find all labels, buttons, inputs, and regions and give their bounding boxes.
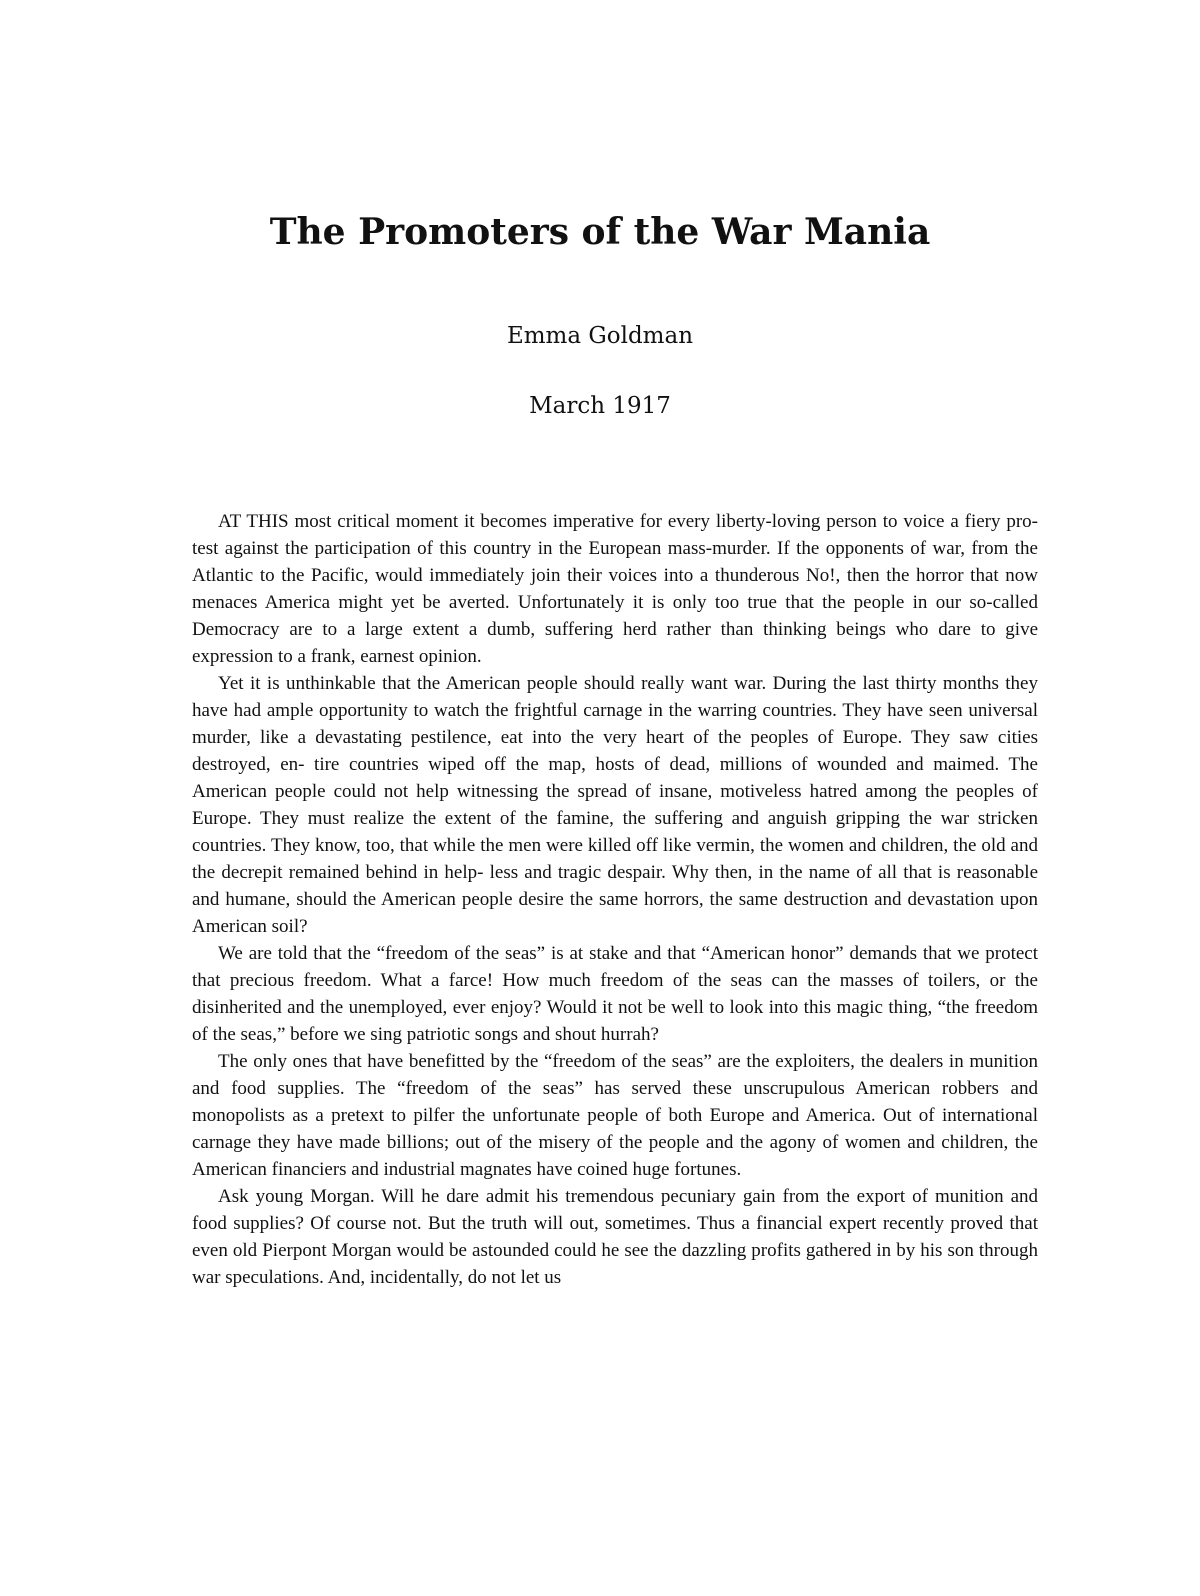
paragraph-1: AT THIS most critical moment it becomes imperative for every liberty-loving person to voice a fiery pro- test against the participation of this country in the European mass-murder. If the opponents of war, from the Atlantic to the Pacific, would immediately join their voices into a thunderous No!, then the horror that now menaces America might yet be averted. Unfortunately it is only too true that the people in our so-called Democracy are to a large extent a dumb, suffering herd rather than thinking beings who dare to give expression to a frank, earnest opinion. (192, 511, 1038, 667)
paragraph-2: Yet it is unthinkable that the American people should really want war. During the last thirty months they have had ample opportunity to watch the frightful carnage in the warring countries. They have seen universal murder, like a devastating pestilence, eat into the very heart of the peoples of Europe. They saw cities destroyed, en- tire countries wiped off the map, hosts of dead, millions of wounded and maimed. The American people could not help witnessing the spread of insane, motiveless hatred among the peoples of Europe. They must realize the extent of the famine, the suffering and anguish gripping the war stricken countries. They know, too, that while the men were killed off like vermin, the women and children, the old and the decrepit remained behind in help- less and tragic despair. Why then, in the name of all that is reasonable and humane, should the American people desire the same horrors, the same destruction and devastation upon American soil? (192, 673, 1038, 937)
document-author: Emma Goldman (506, 323, 694, 349)
paragraph-4: The only ones that have benefitted by the “freedom of the seas” are the exploiters, the dealers in munition and food supplies. The “freedom of the seas” has served these unscrupulous American robbers and monopolists as a pretext to pilfer the unfortunate people of both Europe and America. Out of international carnage they have made billions; out of the misery of the people and the agony of women and children, the American financiers and industrial magnates have coined huge fortunes. (192, 1051, 1038, 1180)
document-date: March 1917 (529, 393, 671, 419)
document-title: The Promoters of the War Mania (269, 211, 931, 253)
paragraph-5: Ask young Morgan. Will he dare admit his tremendous pecuniary gain from the export of munition and food supplies? Of course not. But the truth will out, sometimes. Thus a financial expert recently proved that even old Pierpont Morgan would be astounded could he see the dazzling profits gathered in by his son through war speculations. And, incidentally, do not let us (192, 1186, 1038, 1288)
document-body (192, 508, 1038, 1291)
paragraph-3: We are told that the “freedom of the seas” is at stake and that “American honor” demands that we protect that precious freedom. What a farce! How much freedom of the seas can the masses of toilers, or the disinherited and the unemployed, ever enjoy? Would it not be well to look into this magic thing, “the freedom of the seas,” before we sing patriotic songs and shout hurrah? (192, 943, 1038, 1045)
